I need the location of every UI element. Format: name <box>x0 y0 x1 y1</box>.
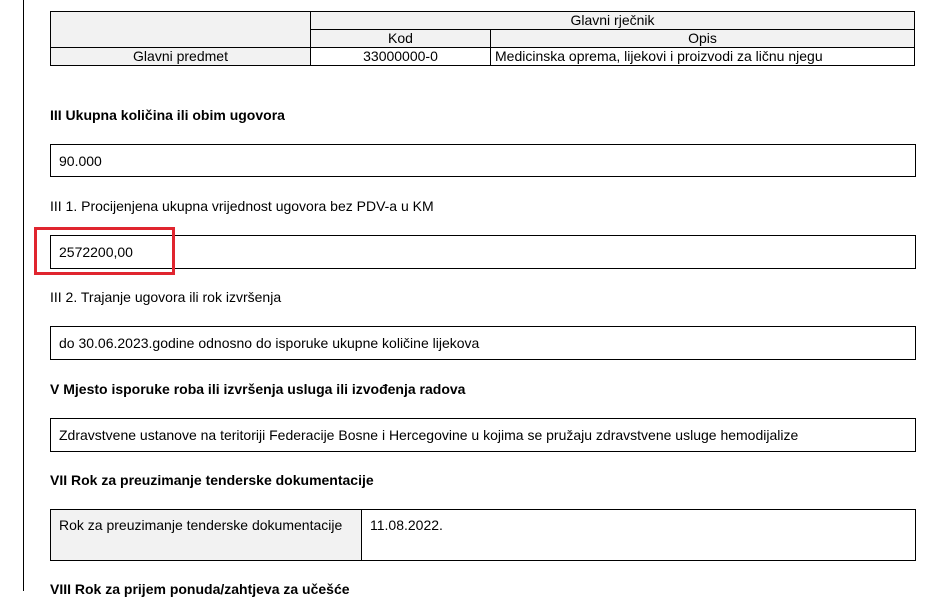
vocabulary-main-subject-row <box>51 48 915 66</box>
estimated-value: 2572200,00 <box>59 244 133 260</box>
vocabulary-desc-header: Opis <box>491 30 915 48</box>
duration-label: III 2. Trajanje ugovora ili rok izvršenja <box>50 289 282 305</box>
delivery-heading: V Mjesto isporuke roba ili izvršenja usluga ili izvođenja radova <box>50 381 466 397</box>
highlight-annotation <box>34 227 175 275</box>
quantity-value-box <box>50 144 916 177</box>
tender-docs-date: 11.08.2022. <box>362 510 916 561</box>
duration-value: do 30.06.2023.godine odnosno do isporuke ukupne količine lijekova <box>59 335 480 351</box>
tender-docs-row <box>51 510 916 561</box>
delivery-value: Zdravstvene ustanove na teritoriji Federacije Bosne i Hercegovine u kojima se pružaju zdravstvene usluge hemodijalize <box>59 427 799 443</box>
tender-docs-table <box>50 509 916 561</box>
vocabulary-code-header: Kod <box>311 30 491 48</box>
estimated-value-box <box>50 235 916 269</box>
page-left-border <box>23 0 24 591</box>
duration-value-box <box>50 326 916 360</box>
quantity-value: 90.000 <box>59 152 102 169</box>
vocabulary-row-desc: Medicinska oprema, lijekovi i proizvodi za ličnu njegu <box>491 48 915 66</box>
quantity-heading: III Ukupna količina ili obim ugovora <box>50 107 285 123</box>
vocabulary-empty-corner <box>51 12 311 48</box>
tender-docs-heading: VII Rok za preuzimanje tenderske dokumentacije <box>50 472 374 488</box>
vocabulary-header-row <box>51 12 915 30</box>
bids-heading: VIII Rok za prijem ponuda/zahtjeva za učešće <box>50 581 350 597</box>
estimated-value-label: III 1. Procijenjena ukupna vrijednost ugovora bez PDV-a u KM <box>50 198 434 214</box>
vocabulary-row-code: 33000000-0 <box>311 48 491 66</box>
delivery-value-box <box>50 418 916 452</box>
vocabulary-table <box>50 11 915 66</box>
vocabulary-row-label: Glavni predmet <box>51 48 311 66</box>
vocabulary-group-header: Glavni rječnik <box>311 12 915 30</box>
tender-docs-label: Rok za preuzimanje tenderske dokumentacije <box>51 510 362 561</box>
